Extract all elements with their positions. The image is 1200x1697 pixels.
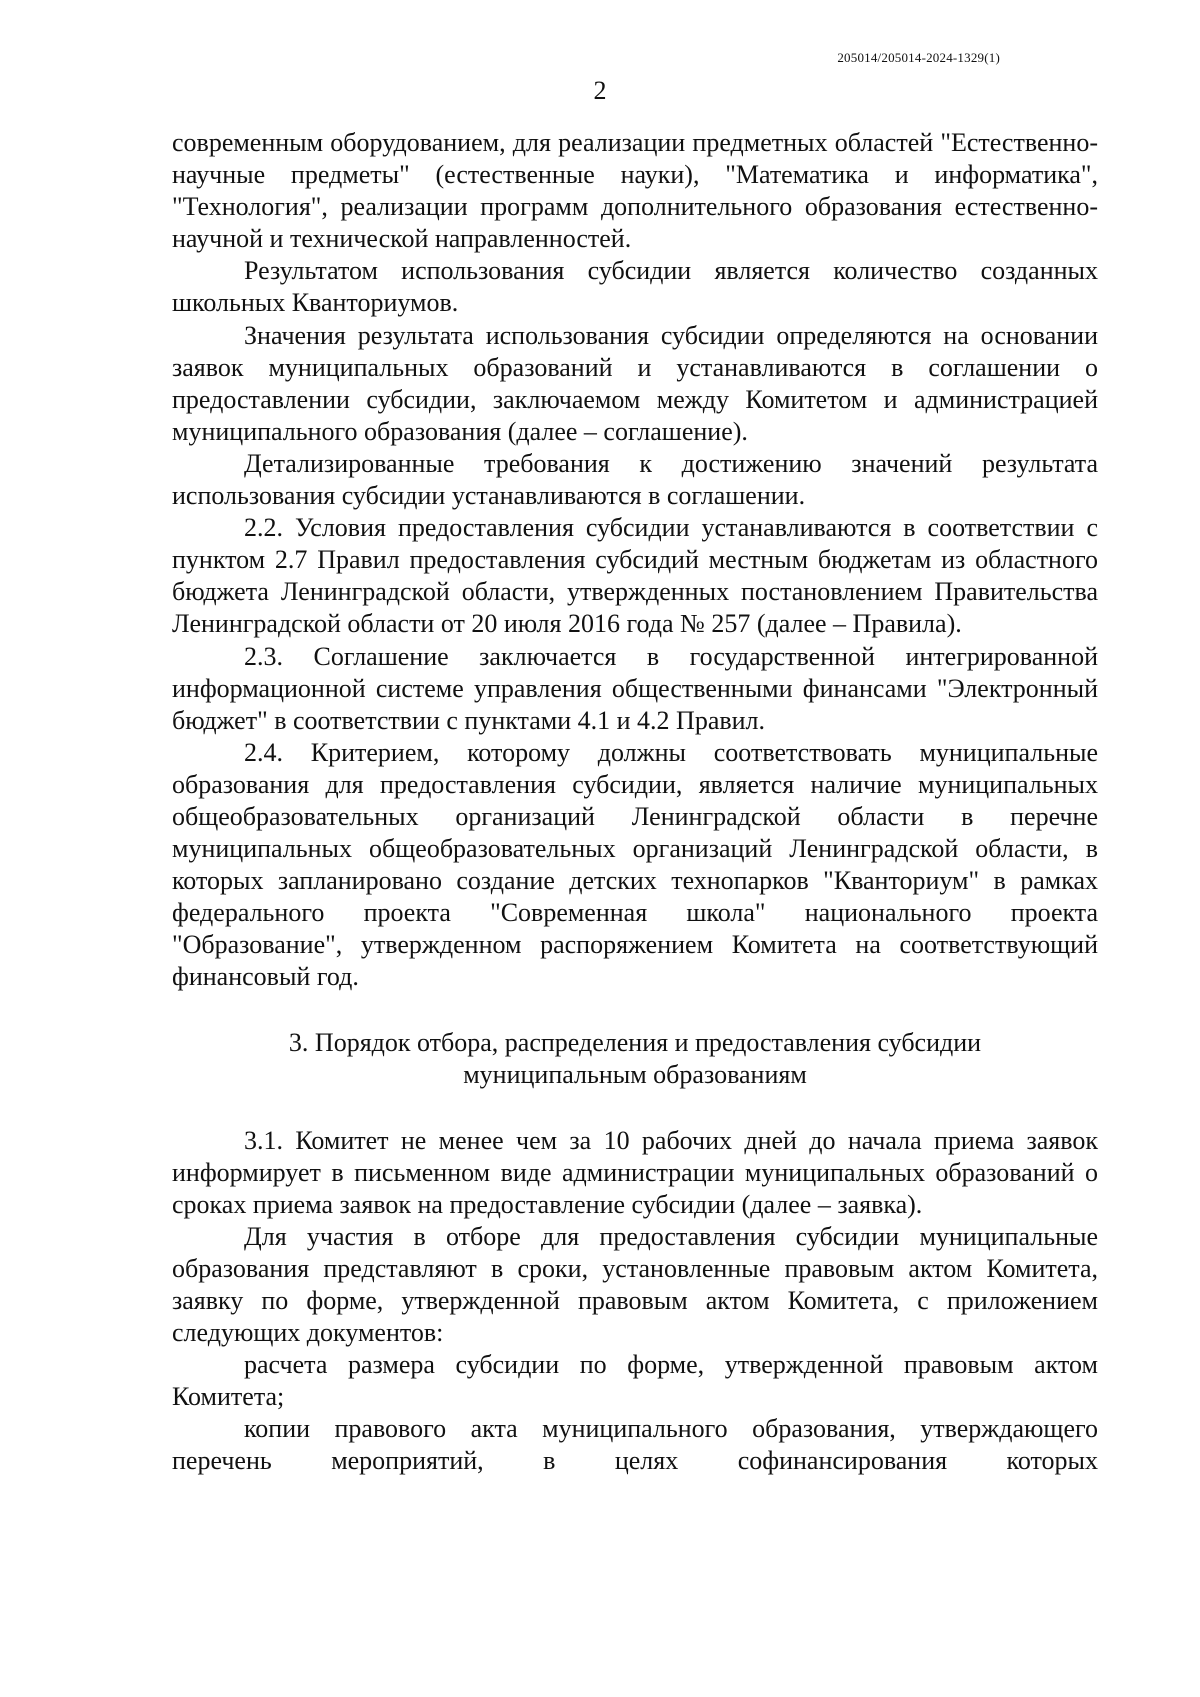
- paragraph-2-3: 2.3. Соглашение заключается в государственной интегрированной информационной системе управления общественными финансами "Электронный бюджет" в соответствии с пунктами 4.1 и 4.2 Правил.: [172, 641, 1098, 735]
- document-registration-number: 205014/205014-2024-1329(1): [837, 50, 1000, 65]
- paragraph-detailed-requirements: Детализированные требования к достижению значений результата использования субсидии устанавливаются в соглашении.: [172, 448, 1098, 511]
- paragraph-legal-act-copies: копии правового акта муниципального образования, утверждающего перечень мероприятий, в целях софинансирования которых: [172, 1414, 1098, 1476]
- section-heading-line-1: 3. Порядок отбора, распределения и предоставления субсидии: [288, 1027, 982, 1057]
- paragraph-participation: Для участия в отборе для предоставления субсидии муниципальные образования представляют в сроки, установленные правовым актом Комитета, заявку по форме, утвержденной правовым актом Комитета, с приложением следующих документов:: [172, 1221, 1098, 1348]
- section-heading-line-2: муниципальным образованиям: [463, 1059, 807, 1089]
- paragraph-3-1: 3.1. Комитет не менее чем за 10 рабочих дней до начала приема заявок информирует в письменном виде администрации муниципальных образований о сроках приема заявок на предоставление субсидии (далее – заявка).: [172, 1125, 1098, 1219]
- paragraph-2-2: 2.2. Условия предоставления субсидии устанавливаются в соответствии с пунктом 2.7 Правил предоставления субсидий местным бюджетам из областного бюджета Ленинградской области, утвержденных постановлением Правительства Ленинградской области от 20 июля 2016 года № 257 (далее – Правила).: [172, 513, 1098, 639]
- paragraph-2-4: 2.4. Критерием, которому должны соответствовать муниципальные образования для предоставления субсидии, является наличие муниципальных общеобразовательных организаций Ленинградской области в перечне муниципальных общеобразовательных организаций Ленинградской области, в которых запланировано создание детских технопарков "Кванториум" в рамках федерального проекта "Современная школа" национального проекта "Образование", утвержденном распоряжением Комитета на соответствующий финансовый год.: [172, 737, 1098, 992]
- page-number: 2: [593, 76, 607, 105]
- paragraph-continuation: современным оборудованием, для реализации предметных областей "Естественно-научные предметы" (естественные науки), "Математика и информатика", "Технология", реализации программ дополнительного образования естественно-научной и технической направленностей.: [172, 128, 1098, 254]
- paragraph-subsidy-calculation: расчета размера субсидии по форме, утвержденной правовым актом Комитета;: [172, 1350, 1098, 1412]
- paragraph-subsidy-result: Результатом использования субсидии является количество созданных школьных Кванториумов.: [172, 256, 1098, 318]
- document-body: [172, 127, 1098, 1478]
- paragraph-result-values: Значения результата использования субсидии определяются на основании заявок муниципальных образований и устанавливаются в соглашении о предоставлении субсидии, заключаемом между Комитетом и администрацией муниципального образования (далее – соглашение).: [172, 320, 1098, 446]
- section-3-heading: [172, 1027, 1098, 1091]
